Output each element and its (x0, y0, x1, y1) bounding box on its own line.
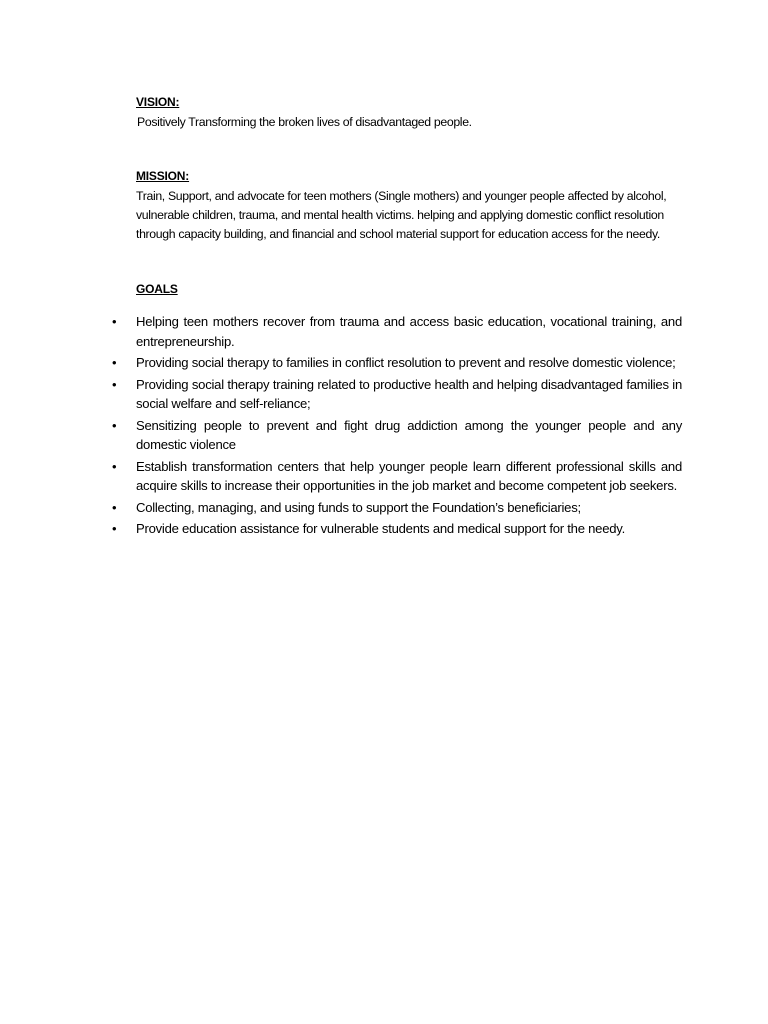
goals-heading: GOALS (136, 282, 178, 296)
bullet-icon: • (112, 417, 117, 433)
goal-item (112, 498, 682, 518)
mission-heading: MISSION: (136, 169, 190, 183)
goal-text: Sensitizing people to prevent and fight drug addiction among the younger people and any domestic violence (136, 417, 682, 452)
goal-item (112, 312, 682, 351)
bullet-icon: • (112, 458, 117, 474)
goal-text: Helping teen mothers recover from trauma and access basic education, vocational training, and entrepreneurship. (136, 314, 682, 349)
goal-text: Provide education assistance for vulnerable students and medical support for the needy. (136, 521, 625, 536)
goal-text: Establish transformation centers that help younger people learn different professional skills and acquire skills to increase their opportunities in the job market and become competent job seekers. (136, 458, 682, 493)
mission-statement: Train, Support, and advocate for teen mothers (Single mothers) and younger people affected by alcohol, vulnerable children, trauma, and mental health victims. helping and applying domestic conflict resolution through capacity building, and financial and school material support for education access for the needy. (136, 189, 667, 241)
goal-text: Providing social therapy to families in conflict resolution to prevent and resolve domestic violence; (136, 355, 676, 370)
goal-text: Providing social therapy training related to productive health and helping disadvantaged families in social welfare and self-reliance; (136, 376, 682, 411)
bullet-icon: • (112, 355, 117, 370)
goal-item (112, 457, 682, 496)
bullet-icon: • (112, 499, 117, 515)
bullet-icon: • (112, 376, 117, 392)
goals-list (112, 312, 682, 541)
goal-item (112, 353, 682, 373)
goal-item (112, 375, 682, 414)
bullet-icon: • (112, 314, 117, 329)
vision-statement: Positively Transforming the broken lives of disadvantaged people. (137, 115, 472, 129)
vision-heading: VISION: (136, 95, 180, 109)
goal-item (112, 519, 682, 539)
bullet-icon: • (112, 521, 117, 536)
goal-text: Collecting, managing, and using funds to support the Foundation’s beneficiaries; (136, 499, 581, 515)
goal-item (112, 416, 682, 455)
